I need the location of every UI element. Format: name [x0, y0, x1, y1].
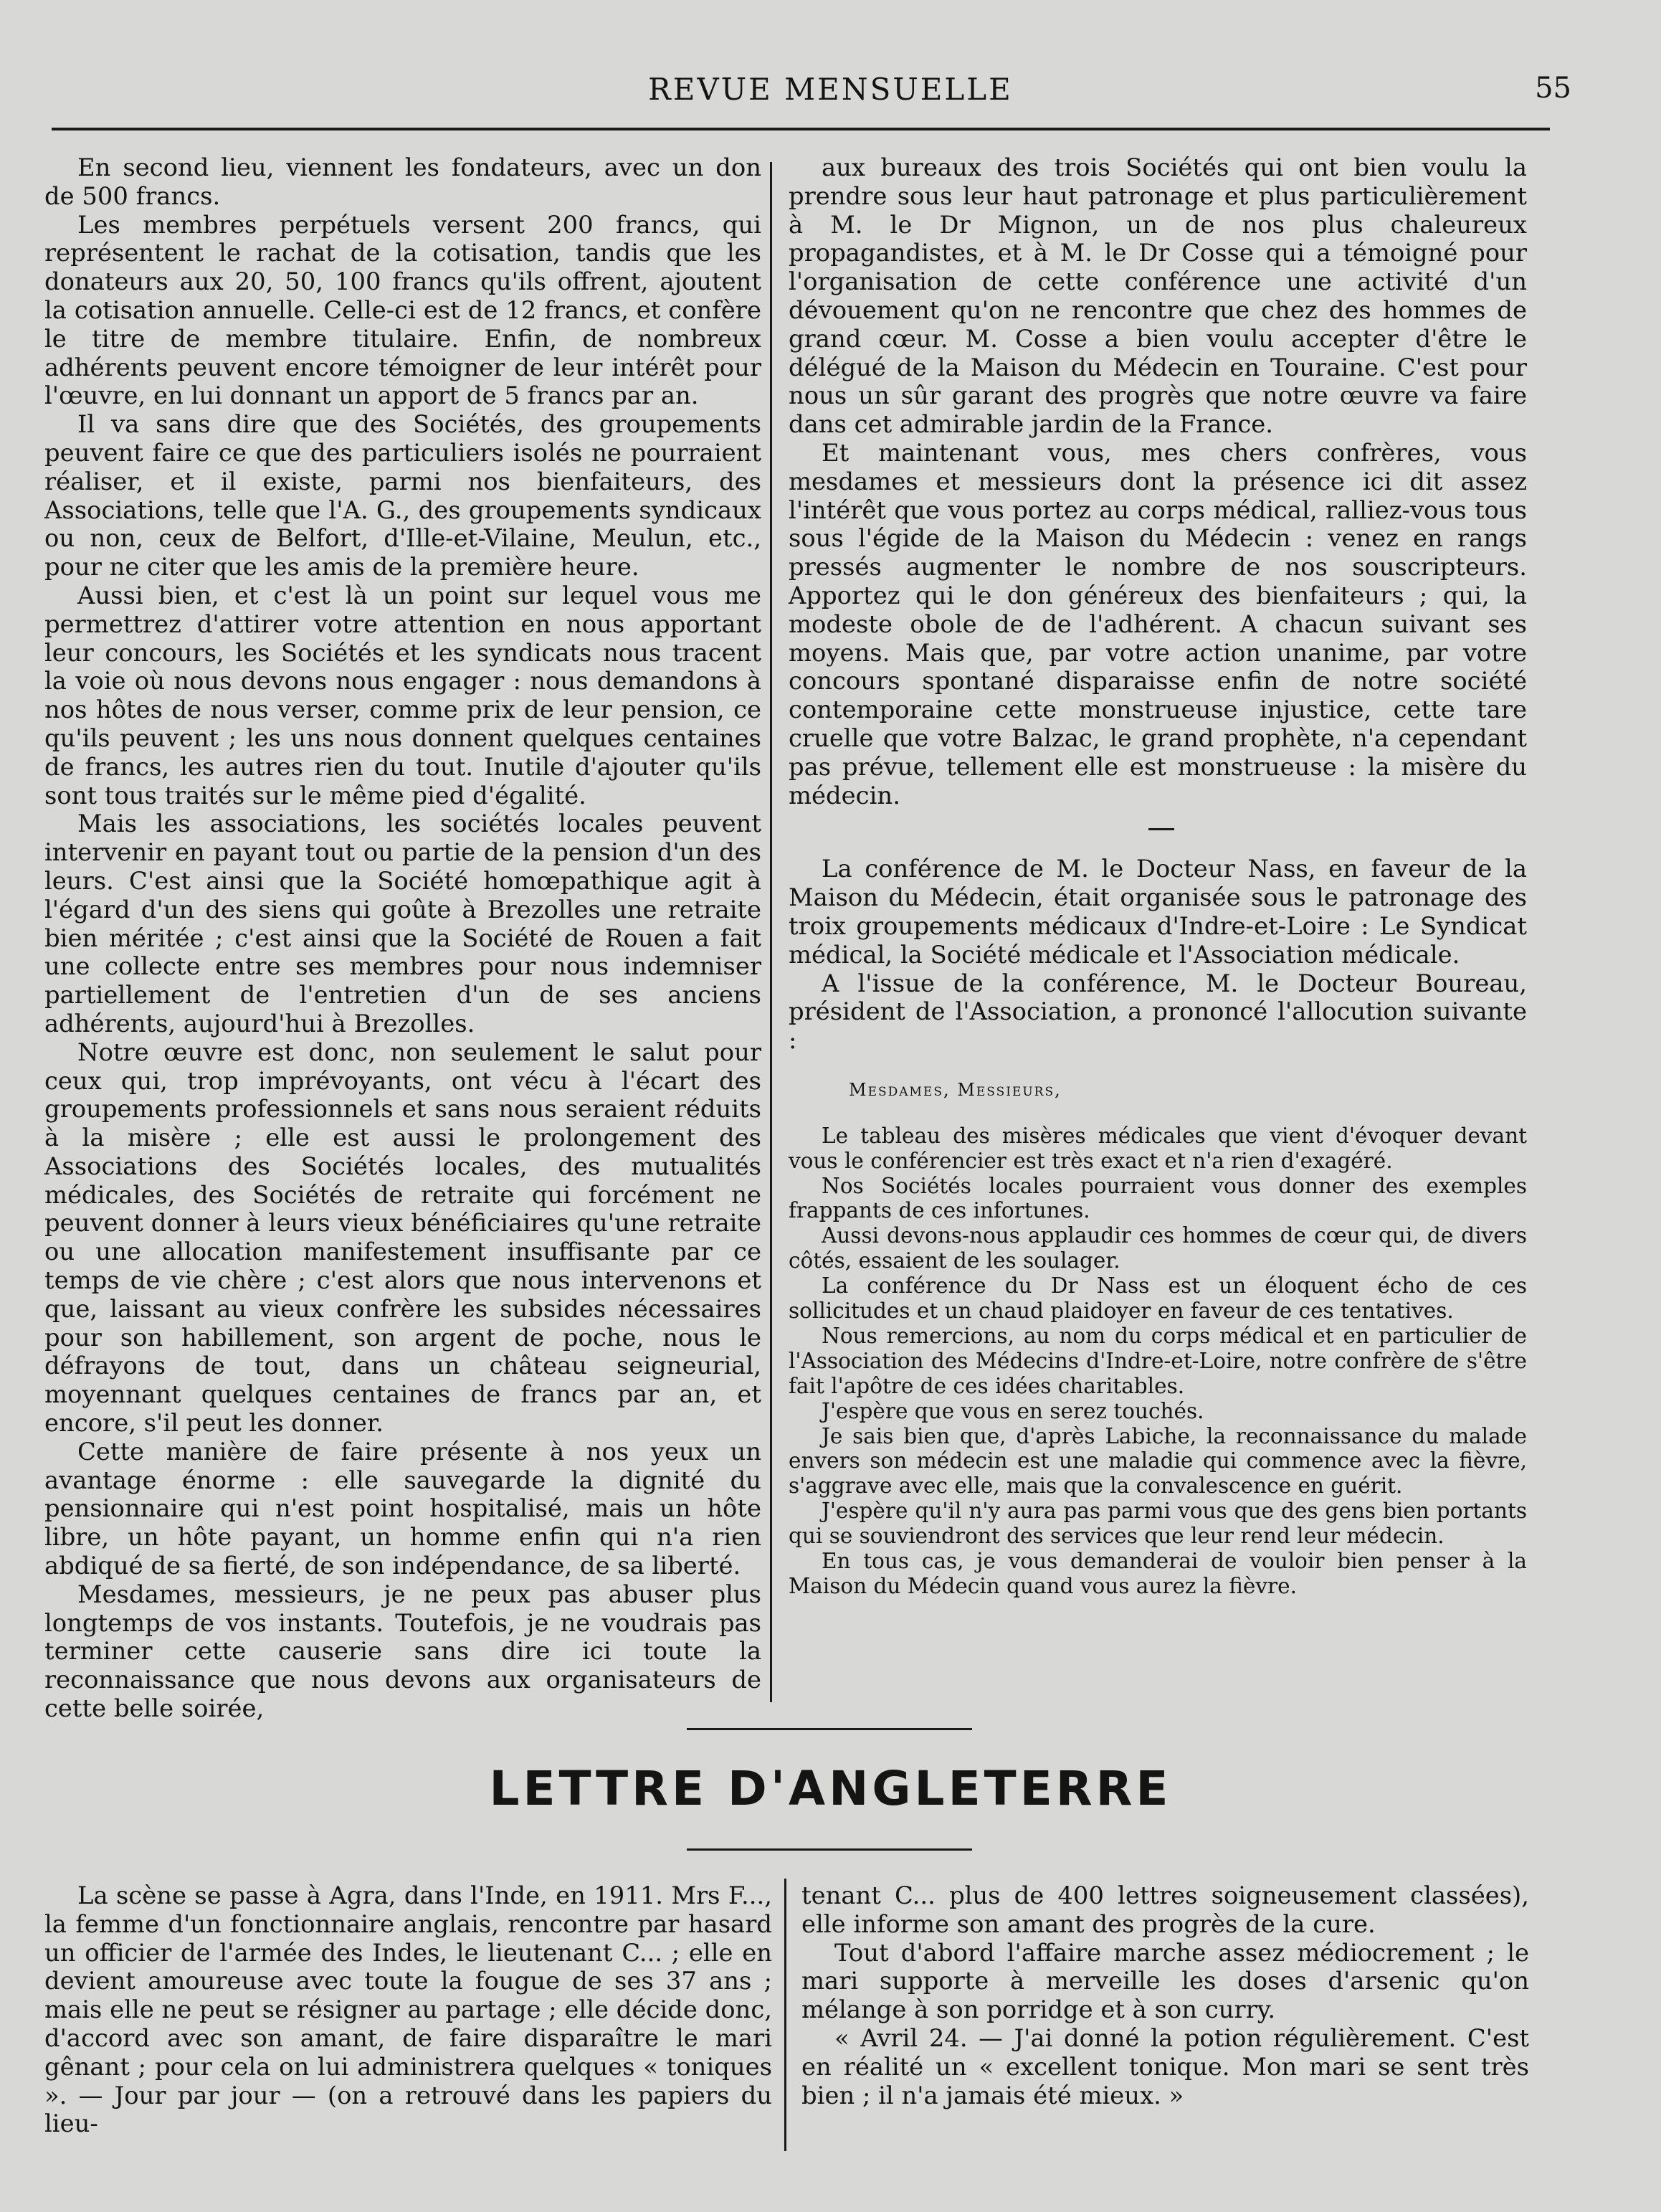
paragraph: Il va sans dire que des Sociétés, des groupements peuvent faire ce que des particuliers isolés ne pourraient réaliser, et il existe, parmi nos bienfaiteurs, des Associations, telle que l'A. G., des groupements syndicaux ou non, ceux de Belfort, d'Ille-et-Vilaine, Meulun, etc., pour ne citer que les amis de la première heure. — [44, 410, 761, 582]
header-rule — [52, 128, 1550, 130]
section-bottom-rule — [687, 1848, 972, 1851]
paragraph: aux bureaux des trois Sociétés qui ont bien voulu la prendre sous leur haut patronage et plus particulièrement à M. le Dr Mignon, un de nos plus chaleureux propagandistes, et à M. le Dr Cosse qui a témoigné pour l'organisation de cette conférence une activité d'un dévouement qu'on ne rencontre que chez des hommes de grand cœur. M. Cosse a bien voulu accepter d'être le délégué de la Maison du Médecin en Touraine. C'est pour nous un sûr garant des progrès que notre œuvre va faire dans cet admirable jardin de la France. — [789, 153, 1527, 439]
page-number: 55 — [1535, 72, 1571, 105]
paragraph: Tout d'abord l'affaire marche assez médiocrement ; le mari supporte à merveille les doses d'arsenic qu'on mélange à son porridge et à son curry. — [801, 1938, 1529, 2024]
paragraph: Notre œuvre est donc, non seulement le salut pour ceux qui, trop imprévoyants, ont vécu à l'écart des groupements professionnels et sans nous seraient réduits à la misère ; elle est aussi le prolongement des Associations des Sociétés locales, des mutualités médicales, des Sociétés de retraite qui forcément ne peuvent donner à leurs vieux bénéficiaires qu'une retraite ou une allocation manifestement insuffisante par ce temps de vie chère ; c'est alors que nous intervenons et que, laissant au vieux confrère les subsides nécessaires pour son habillement, son argent de poche, nous le défrayons de tout, dans un château seigneurial, moyennant quelques centaines de francs par an, et encore, s'il peut les donner. — [44, 1038, 761, 1438]
paragraph: La scène se passe à Agra, dans l'Inde, en 1911. Mrs F..., la femme d'un fonctionnaire anglais, rencontre par hasard un officier de l'armée des Indes, le lieutenant C... ; elle en devient amoureuse avec toute la fougue de ses 37 ans ; mais elle ne peut se résigner au partage ; elle décide donc, d'accord avec son amant, de faire disparaître le mari gênant ; pour cela on lui administrera quelques « toniques ». — Jour par jour — (on a retrouvé dans les papiers du lieu- — [44, 1881, 772, 2138]
paragraph: En tous cas, je vous demanderai de vouloir bien penser à la Maison du Médecin quand vous aurez la fièvre. — [789, 1549, 1527, 1599]
article-left-column — [44, 153, 761, 1723]
paragraph: Et maintenant vous, mes chers confrères, vous mesdames et messieurs dont la présence ici dit assez l'intérêt que vous portez au corps médical, ralliez-vous tous sous l'égide de la Maison du Médecin : venez en rangs pressés augmenter le nombre de nos souscripteurs. Apportez qui le don généreux des bienfaiteurs ; qui, la modeste obole de de l'adhérent. A chacun suivant ses moyens. Mais que, par votre action unanime, par votre concours spontané disparaisse enfin de notre société contemporaine cette monstrueuse injustice, cette tare cruelle que votre Balzac, le grand prophète, n'a cependant pas prévue, tellement elle est monstrueuse : la misère du médecin. — [789, 438, 1527, 810]
paragraph: Aussi bien, et c'est là un point sur lequel vous me permettrez d'attirer votre attention en nous apportant leur concours, les Sociétés et les syndicats nous tracent la voie où nous devons nous engager : nous demandons à nos hôtes de nous verser, comme prix de leur pension, ce qu'ils peuvent ; les uns nous donnent quelques centaines de francs, les autres rien du tout. Inutile d'ajouter qu'ils sont tous traités sur le même pied d'égalité. — [44, 581, 761, 810]
paragraph: La conférence du Dr Nass est un éloquent écho de ces sollicitudes et un chaud plaidoyer en faveur de ces tentatives. — [789, 1273, 1527, 1324]
section-top-rule — [687, 1728, 972, 1730]
paragraph: « Avril 24. — J'ai donné la potion régulièrement. C'est en réalité un « excellent tonique. Mon mari se sent très bien ; il n'a jamais été mieux. » — [801, 2023, 1529, 2109]
paragraph: Aussi devons-nous applaudir ces hommes de cœur qui, de divers côtés, essaient de les soulager. — [789, 1223, 1527, 1273]
paragraph: En second lieu, viennent les fondateurs, avec un don de 500 francs. — [44, 153, 761, 210]
section-title: LETTRE D'ANGLETERRE — [489, 1761, 1172, 1816]
paragraph: A l'issue de la conférence, M. le Docteur Boureau, président de l'Association, a prononcé l'allocution suivante : — [789, 969, 1527, 1055]
salutation: Mesdames, Messieurs, — [849, 1079, 1062, 1100]
paragraph: Les membres perpétuels versent 200 francs, qui représentent le rachat de la cotisation, tandis que les donateurs aux 20, 50, 100 francs qu'ils offrent, ajoutent la cotisation annuelle. Celle-ci est de 12 francs, et confère le titre de membre titulaire. Enfin, de nombreux adhérents peuvent encore témoigner de leur intérêt pour l'œuvre, en lui donnant un apport de 5 francs par an. — [44, 210, 761, 410]
paragraph: J'espère qu'il n'y aura pas parmi vous que des gens bien portants qui se souviendront des services que leur rend leur médecin. — [789, 1499, 1527, 1549]
paragraph: Mesdames, messieurs, je ne peux pas abuser plus longtemps de vos instants. Toutefois, je ne voudrais pas terminer cette causerie sans dire ici toute la reconnaissance que nous devons aux organisateurs de cette belle soirée, — [44, 1580, 761, 1723]
paragraph: Nous remercions, au nom du corps médical et en particulier de l'Association des Médecins d'Indre-et-Loire, notre confrère de s'être fait l'apôtre de ces idées charitables. — [789, 1323, 1527, 1398]
paragraph: Je sais bien que, d'après Labiche, la reconnaissance du malade envers son médecin est une maladie qui commence avec la fièvre, s'aggrave avec elle, mais que la convalescence en guérit. — [789, 1423, 1527, 1499]
letter-right-column — [801, 1881, 1529, 2109]
paragraph: Mais les associations, les sociétés locales peuvent intervenir en payant tout ou partie de la pension d'un des leurs. C'est ainsi que la Société homœpathique agit à l'égard d'un des siens qui goûte à Brezolles une retraite bien méritée ; c'est ainsi que la Société de Rouen a fait une collecte entre ses membres pour nous indemniser partiellement de l'entretien d'un de ses anciens adhérents, aujourd'hui à Brezolles. — [44, 810, 761, 1038]
paragraph: J'espère que vous en serez touchés. — [822, 1398, 1204, 1423]
paragraph: tenant C... plus de 400 lettres soigneusement classées), elle informe son amant des progrès de la cure. — [801, 1881, 1529, 1938]
paragraph: Cette manière de faire présente à nos yeux un avantage énorme : elle sauvegarde la dignité du pensionnaire qui n'est point hospitalisé, mais un hôte libre, un hôte payant, un homme enfin qui n'a rien abdiqué de sa fierté, de son indépendance, de sa liberté. — [44, 1437, 761, 1580]
article-right-column — [789, 153, 1527, 1599]
section-separator — [1148, 828, 1174, 830]
paragraph: La conférence de M. le Docteur Nass, en faveur de la Maison du Médecin, était organisée sous le patronage des troix groupements médicaux d'Indre-et-Loire : Le Syndicat médical, la Société médicale et l'Association médicale. — [789, 855, 1527, 969]
letter-left-column — [44, 1881, 772, 2138]
paragraph: Nos Sociétés locales pourraient vous donner des exemples frappants de ces infortunes. — [789, 1173, 1527, 1223]
paragraph: Le tableau des misères médicales que vient d'évoquer devant vous le conférencier est très exact et n'a rien d'exagéré. — [789, 1123, 1527, 1173]
journal-title: REVUE MENSUELLE — [648, 72, 1013, 107]
column-divider — [770, 162, 772, 1702]
column-divider — [784, 1879, 786, 2151]
